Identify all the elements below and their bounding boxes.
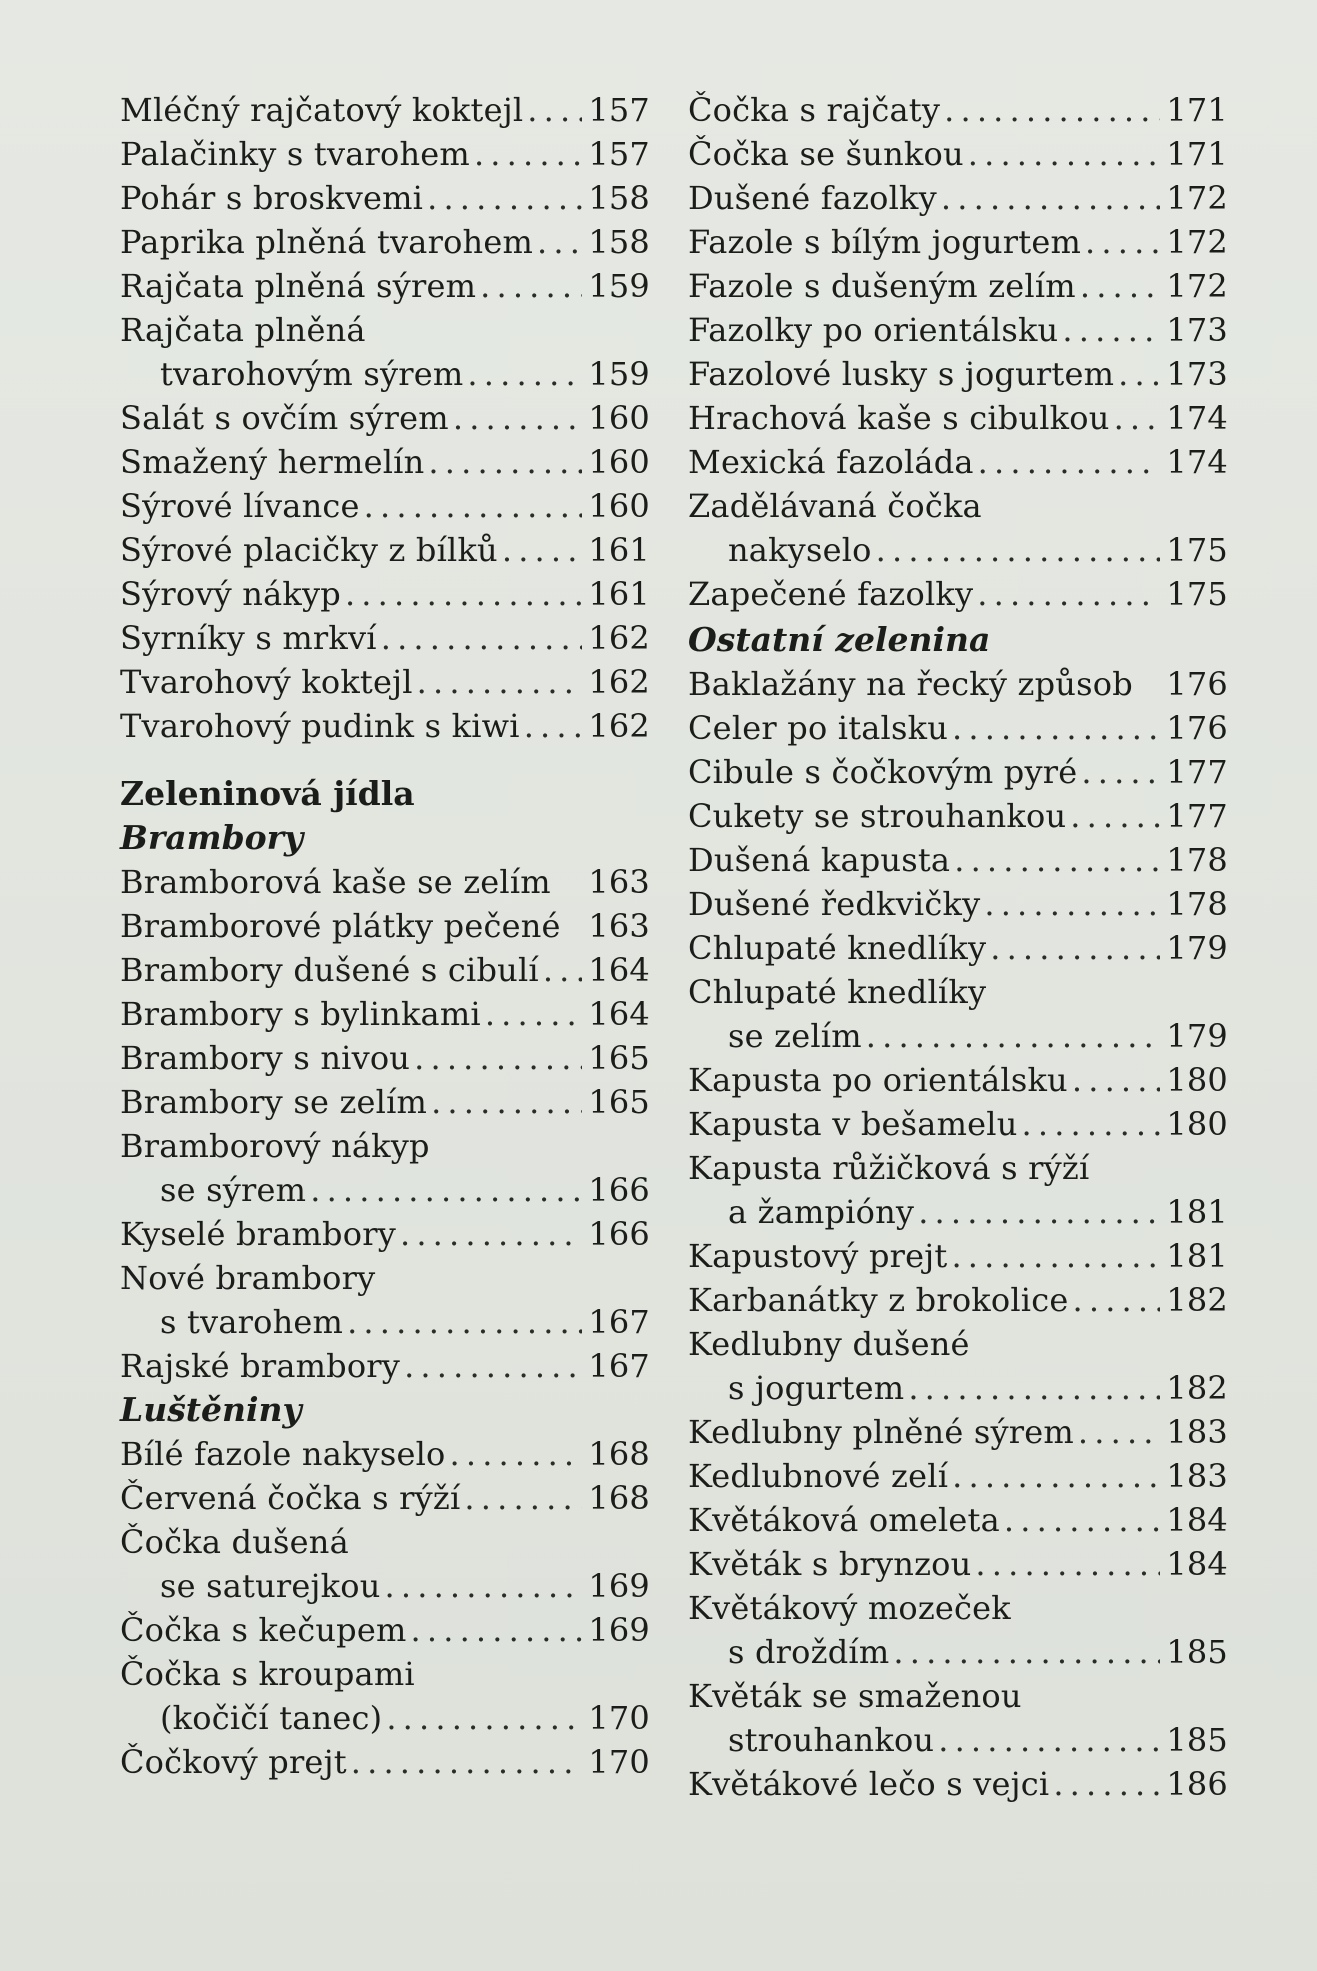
dot-leader (1114, 396, 1161, 440)
page-number: 169 (588, 1567, 650, 1605)
entry-title: Fazolové lusky s jogurtem (688, 355, 1115, 393)
index-entry (688, 1454, 1228, 1498)
dot-leader (938, 1718, 1160, 1762)
index-entry (120, 88, 650, 132)
index-entry (120, 1168, 650, 1212)
dot-leader (1081, 750, 1160, 794)
index-entry-title-line (688, 970, 1228, 1014)
entry-title: Sýrový nákyp (120, 575, 341, 613)
entry-title: Mexická fazoláda (688, 443, 974, 481)
dot-leader (918, 1190, 1160, 1234)
dot-leader (427, 176, 582, 220)
index-entry (120, 704, 650, 748)
entry-title: se sýrem (160, 1171, 307, 1209)
page-number: 164 (588, 995, 650, 1033)
page-number: 159 (588, 355, 650, 393)
index-entry (120, 948, 650, 992)
index-entry-title-line (120, 1256, 650, 1300)
entry-title: Kedlubny plněné sýrem (688, 1413, 1074, 1451)
dot-leader (1062, 308, 1160, 352)
page-number: 179 (1166, 1017, 1228, 1055)
page-number: 176 (1166, 709, 1228, 747)
entry-title: Fazole s bílým jogurtem (688, 223, 1082, 261)
dot-leader (474, 132, 582, 176)
dot-leader (990, 926, 1160, 970)
page-number: 186 (1166, 1765, 1228, 1803)
index-entry (120, 660, 650, 704)
section-heading: Zeleninová jídla (120, 774, 415, 813)
index-entry (120, 1564, 650, 1608)
index-entry-title-line (688, 484, 1228, 528)
page-number: 171 (1166, 91, 1228, 129)
entry-title: se zelím (728, 1017, 862, 1055)
entry-title: Hrachová kaše s cibulkou (688, 399, 1110, 437)
entry-title: Chlupaté knedlíky (688, 973, 987, 1011)
dot-leader (524, 704, 583, 748)
entry-title: Pohár s broskvemi (120, 179, 424, 217)
entry-title: Kedlubny dušené (688, 1325, 970, 1363)
dot-leader (537, 220, 582, 264)
index-entry (120, 1036, 650, 1080)
index-entry (688, 750, 1228, 794)
dot-leader (977, 572, 1160, 616)
index-entry (688, 1410, 1228, 1454)
dot-leader (951, 1234, 1160, 1278)
index-entry (688, 1234, 1228, 1278)
page-number: 158 (588, 223, 650, 261)
page-number: 183 (1166, 1457, 1228, 1495)
entry-title: strouhankou (728, 1721, 935, 1759)
dot-leader (941, 176, 1160, 220)
index-entry (120, 1740, 650, 1784)
entry-title: Čočkový prejt (120, 1743, 347, 1781)
page-number: 167 (588, 1347, 650, 1385)
dot-leader (978, 440, 1161, 484)
page-number: 182 (1166, 1281, 1228, 1319)
entry-title: Bramborová kaše se zelím (120, 863, 551, 901)
dot-leader (866, 1014, 1161, 1058)
index-column-left (120, 88, 650, 1784)
entry-title: Rajčata plněná sýrem (120, 267, 477, 305)
index-entry (688, 1014, 1228, 1058)
page-number: 172 (1166, 179, 1228, 217)
dot-leader (381, 616, 583, 660)
entry-title: Brambory s bylinkami (120, 995, 481, 1033)
dot-leader (1073, 1278, 1161, 1322)
index-entry (688, 1718, 1228, 1762)
index-entry (120, 352, 650, 396)
index-entry (688, 176, 1228, 220)
index-entry (120, 1344, 650, 1388)
dot-leader (1070, 794, 1160, 838)
index-entry (120, 264, 650, 308)
page-number: 161 (588, 531, 650, 569)
entry-title: Karbanátky z brokolice (688, 1281, 1069, 1319)
dot-leader (1085, 220, 1160, 264)
index-entry (120, 1212, 650, 1256)
page-number: 172 (1166, 223, 1228, 261)
page-number: 163 (588, 907, 650, 945)
entry-title: Bramborový nákyp (120, 1127, 430, 1165)
index-entry (120, 528, 650, 572)
dot-leader (386, 1696, 582, 1740)
entry-title: Bílé fazole nakyselo (120, 1435, 446, 1473)
page-number: 185 (1166, 1633, 1228, 1671)
entry-title: Rajčata plněná (120, 311, 366, 349)
page-number: 170 (588, 1699, 650, 1737)
entry-title: Čočka se šunkou (688, 135, 964, 173)
page-number: 171 (1166, 135, 1228, 173)
index-entry (688, 308, 1228, 352)
entry-title: Sýrové placičky z bílků (120, 531, 498, 569)
entry-title: Rajské brambory (120, 1347, 401, 1385)
index-entry (688, 1498, 1228, 1542)
entry-title: Čočka s kečupem (120, 1611, 407, 1649)
page-number: 184 (1166, 1501, 1228, 1539)
page-number: 172 (1166, 267, 1228, 305)
page-number: 163 (588, 863, 650, 901)
page-number: 169 (588, 1611, 650, 1649)
entry-title: Mléčný rajčatový koktejl (120, 91, 524, 129)
entry-title: (kočičí tanec) (160, 1699, 383, 1737)
entry-title: Brambory dušené s cibulí (120, 951, 539, 989)
page-number: 180 (1166, 1061, 1228, 1099)
entry-title: Zapečené fazolky (688, 575, 974, 613)
dot-leader (975, 1542, 1160, 1586)
entry-title: Dušená kapusta (688, 841, 951, 879)
dot-leader (952, 1454, 1160, 1498)
entry-title: Chlupaté knedlíky (688, 929, 987, 967)
dot-leader (404, 1344, 582, 1388)
dot-leader (414, 1036, 582, 1080)
index-entry (120, 904, 650, 948)
index-entry (120, 1300, 650, 1344)
entry-title: Květák s brynzou (688, 1545, 972, 1583)
index-entry (688, 1190, 1228, 1234)
page-number: 174 (1166, 399, 1228, 437)
page-number: 166 (588, 1171, 650, 1209)
dot-leader (984, 882, 1160, 926)
index-entry (120, 572, 650, 616)
dot-leader (876, 528, 1161, 572)
index-entry (688, 1630, 1228, 1674)
page-number: 158 (588, 179, 650, 217)
page-number: 173 (1166, 355, 1228, 393)
index-entry (120, 1432, 650, 1476)
index-entry (688, 1762, 1228, 1806)
index-entry-title-line (688, 1586, 1228, 1630)
entry-title: Čočka s rajčaty (688, 91, 941, 129)
entry-title: Fazole s dušeným zelím (688, 267, 1076, 305)
page-number: 184 (1166, 1545, 1228, 1583)
page-number: 159 (588, 267, 650, 305)
dot-leader (310, 1168, 582, 1212)
dot-leader (1053, 1762, 1160, 1806)
index-entry (120, 176, 650, 220)
page-number: 164 (588, 951, 650, 989)
page-number: 183 (1166, 1413, 1228, 1451)
entry-title: Květáková omeleta (688, 1501, 1000, 1539)
entry-title: Zadělávaná čočka (688, 487, 982, 525)
page-number: 175 (1166, 575, 1228, 613)
dot-leader (411, 1608, 583, 1652)
dot-leader (1004, 1498, 1160, 1542)
page-number: 160 (588, 399, 650, 437)
page-number: 157 (588, 91, 650, 129)
index-entry (120, 860, 650, 904)
index-entry-title-line (120, 1652, 650, 1696)
index-entry-title-line (688, 1146, 1228, 1190)
dot-leader (502, 528, 582, 572)
dot-leader (543, 948, 582, 992)
page-number: 160 (588, 443, 650, 481)
dot-leader (1080, 264, 1160, 308)
page-number: 167 (588, 1303, 650, 1341)
entry-title: tvarohovým sýrem (160, 355, 464, 393)
dot-leader (467, 352, 582, 396)
entry-title: s tvarohem (160, 1303, 344, 1341)
dot-leader (1072, 1058, 1160, 1102)
dot-leader (952, 706, 1160, 750)
index-entry-title-line (688, 1674, 1228, 1718)
dot-leader (364, 484, 583, 528)
page-number: 162 (588, 663, 650, 701)
page-number: 168 (588, 1479, 650, 1517)
entry-title: Cibule s čočkovým pyré (688, 753, 1078, 791)
page-number: 176 (1166, 665, 1228, 703)
entry-title: Květák se smaženou (688, 1677, 1022, 1715)
dot-leader (464, 1476, 582, 1520)
index-entry (120, 1080, 650, 1124)
entry-title: Palačinky s tvarohem (120, 135, 470, 173)
index-entry (688, 926, 1228, 970)
page-number: 162 (588, 707, 650, 745)
index-entry (688, 1058, 1228, 1102)
page-number: 178 (1166, 841, 1228, 879)
index-entry (120, 616, 650, 660)
page-number: 166 (588, 1215, 650, 1253)
entry-title: Čočka s kroupami (120, 1655, 415, 1693)
page-number: 174 (1166, 443, 1228, 481)
index-entry (120, 1608, 650, 1652)
index-entry-title-line (688, 1322, 1228, 1366)
page-number: 178 (1166, 885, 1228, 923)
dot-leader (485, 992, 583, 1036)
index-entry (688, 1102, 1228, 1146)
index-entry-title-line (120, 1520, 650, 1564)
index-entry (688, 396, 1228, 440)
index-entry (120, 484, 650, 528)
index-column-right (688, 88, 1228, 1806)
section-subheading: Luštěniny (120, 1390, 302, 1429)
index-entry (120, 992, 650, 1036)
page-number: 179 (1166, 929, 1228, 967)
entry-title: Tvarohový pudink s kiwi (120, 707, 520, 745)
page-number: 175 (1166, 531, 1228, 569)
entry-title: Baklažány na řecký způsob (688, 665, 1133, 703)
page-number: 177 (1166, 753, 1228, 791)
dot-leader (968, 132, 1161, 176)
index-entry (688, 440, 1228, 484)
entry-title: Kapustový prejt (688, 1237, 948, 1275)
dot-leader (431, 1080, 582, 1124)
index-entry (120, 396, 650, 440)
page-number: 181 (1166, 1237, 1228, 1275)
index-entry (688, 1366, 1228, 1410)
page-number: 165 (588, 1083, 650, 1121)
entry-title: Salát s ovčím sýrem (120, 399, 449, 437)
entry-title: Dušené ředkvičky (688, 885, 981, 923)
page-number: 180 (1166, 1105, 1228, 1143)
index-entry (688, 572, 1228, 616)
page-number: 182 (1166, 1369, 1228, 1407)
index-entry (688, 706, 1228, 750)
entry-title: Fazolky po orientálsku (688, 311, 1059, 349)
dot-leader (1118, 352, 1160, 396)
entry-title: a žampióny (728, 1193, 915, 1231)
index-entry (120, 220, 650, 264)
dot-leader (453, 396, 582, 440)
entry-title: Dušené fazolky (688, 179, 937, 217)
dot-leader (893, 1630, 1160, 1674)
page-number: 168 (588, 1435, 650, 1473)
index-entry (688, 88, 1228, 132)
dot-leader (908, 1366, 1160, 1410)
index-entry (688, 662, 1228, 706)
page-number: 161 (588, 575, 650, 613)
page-number: 173 (1166, 311, 1228, 349)
dot-leader (417, 660, 583, 704)
index-entry (688, 838, 1228, 882)
section-subheading: Ostatní zelenina (688, 620, 991, 659)
entry-title: Květákový mozeček (688, 1589, 1011, 1627)
entry-title: Smažený hermelín (120, 443, 425, 481)
dot-leader (347, 1300, 582, 1344)
page-number: 185 (1166, 1721, 1228, 1759)
index-entry (688, 1542, 1228, 1586)
index-entry (120, 132, 650, 176)
dot-leader (954, 838, 1160, 882)
dot-leader (428, 440, 582, 484)
index-entry (688, 882, 1228, 926)
dot-leader (385, 1564, 583, 1608)
entry-title: Bramborové plátky pečené (120, 907, 561, 945)
index-entry (688, 1278, 1228, 1322)
dot-leader (345, 572, 582, 616)
index-entry (688, 794, 1228, 838)
index-entry (120, 440, 650, 484)
index-entry (120, 1476, 650, 1520)
entry-title: Kapusta v bešamelu (688, 1105, 1018, 1143)
entry-title: Kapusta po orientálsku (688, 1061, 1068, 1099)
index-entry (120, 1696, 650, 1740)
page-number: 170 (588, 1743, 650, 1781)
entry-title: Květákové lečo s vejci (688, 1765, 1050, 1803)
dot-leader (450, 1432, 583, 1476)
index-entry (688, 132, 1228, 176)
entry-title: Paprika plněná tvarohem (120, 223, 534, 261)
page-number: 157 (588, 135, 650, 173)
entry-title: Čočka dušená (120, 1523, 349, 1561)
entry-title: Celer po italsku (688, 709, 949, 747)
page-number: 181 (1166, 1193, 1228, 1231)
index-entry (688, 528, 1228, 572)
entry-title: Kyselé brambory (120, 1215, 396, 1253)
entry-title: Tvarohový koktejl (120, 663, 413, 701)
page-number: 165 (588, 1039, 650, 1077)
index-entry-title-line (120, 1124, 650, 1168)
dot-leader (351, 1740, 583, 1784)
dot-leader (1022, 1102, 1161, 1146)
entry-title: Brambory s nivou (120, 1039, 411, 1077)
entry-title: se saturejkou (160, 1567, 381, 1605)
entry-title: nakyselo (728, 531, 872, 569)
dot-leader (480, 264, 582, 308)
dot-leader (400, 1212, 582, 1256)
entry-title: Cukety se strouhankou (688, 797, 1067, 835)
entry-title: Červená čočka s rýží (120, 1479, 461, 1517)
entry-title: Nové brambory (120, 1259, 376, 1297)
page-number: 177 (1166, 797, 1228, 835)
index-entry (688, 352, 1228, 396)
entry-title: Kedlubnové zelí (688, 1457, 949, 1495)
index-entry (688, 264, 1228, 308)
dot-leader (944, 88, 1160, 132)
entry-title: Brambory se zelím (120, 1083, 428, 1121)
page-number: 160 (588, 487, 650, 525)
entry-title: Syrníky s mrkví (120, 619, 377, 657)
entry-title: Sýrové lívance (120, 487, 360, 525)
index-entry (688, 220, 1228, 264)
entry-title: Kapusta růžičková s rýží (688, 1149, 1090, 1187)
page-number: 162 (588, 619, 650, 657)
dot-leader (1078, 1410, 1160, 1454)
index-entry-title-line (120, 308, 650, 352)
entry-title: s droždím (728, 1633, 890, 1671)
entry-title: s jogurtem (728, 1369, 905, 1407)
dot-leader (527, 88, 582, 132)
section-subheading: Brambory (120, 818, 304, 857)
